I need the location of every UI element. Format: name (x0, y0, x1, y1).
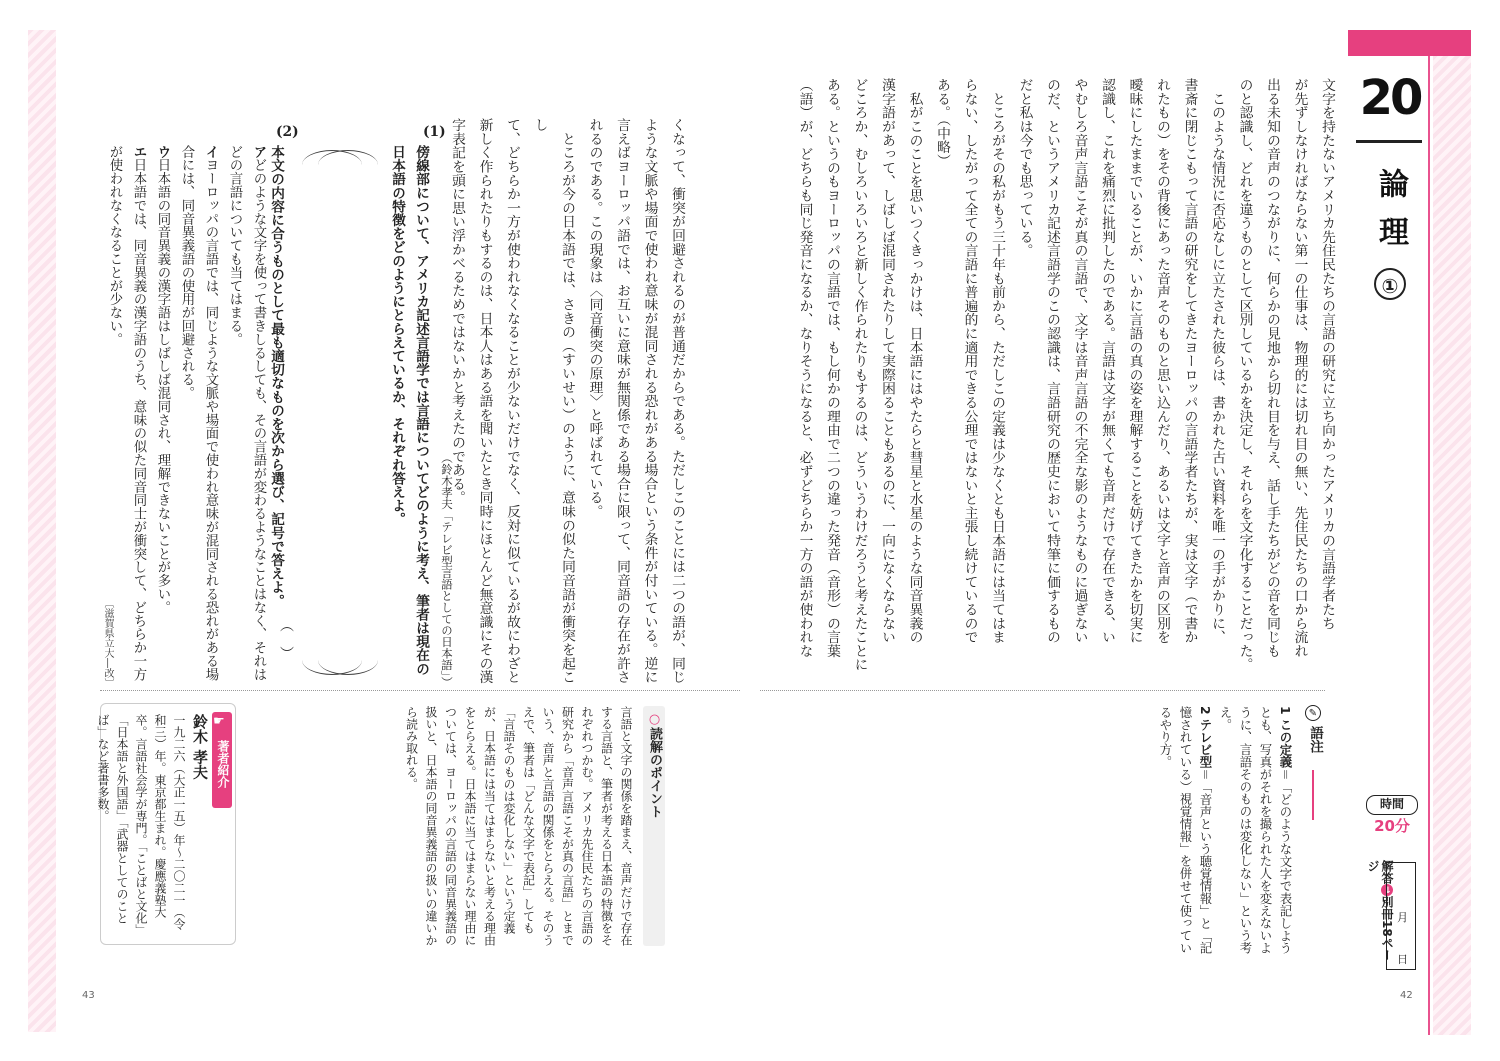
passage-left (420, 118, 690, 688)
glossary-item: 1 この定義＝「どのような文字で表記しようとも、写真がそれを撮られた人を変えないように、言語そのものは変化しない」という考え。 (1218, 706, 1293, 955)
unit-number: 20 (1359, 70, 1421, 126)
option-b: イヨーロッパの言語では、同じような文脈や場面で使われ意味が混同される恐れがある場合には、同音異義語の使用が回避される。 (179, 145, 218, 682)
passage-line: れたもの）をその背後にあった音声そのものと思い込んだり、あるいは文字と音声の区別を (1154, 78, 1170, 644)
passage-line: ような文脈や場面で使われ意味が混同される恐れがある場合という条件が付いている。逆に (641, 118, 658, 684)
unit-title: 論理 (1373, 168, 1408, 264)
unit-sub-number: ① (1374, 268, 1406, 300)
question-2-number: (2) (276, 124, 299, 140)
passage-line: （語）が、どちらも同じ発音になるか、なりそうになると、必ずどちらか一方の語が使われな (796, 78, 813, 658)
question-1-text: 傍線部について、アメリカ記述言語学では言語についてどのように考え、筆者は現在の日本語の特徴をどのようにとらえているか、それぞれ答えよ。 (389, 145, 429, 676)
arrow-icon: → (1381, 884, 1393, 896)
passage-line: くなって、衝突が回避されるのが普通だからである。ただしこのことには二つの語が、同じ (669, 118, 685, 684)
date-box (1386, 862, 1416, 970)
passage-line: て、どちらか一方が使われなくなることが少ないだけでなく、反対に似ているが故にわざと (504, 118, 520, 684)
unit-divider (1356, 140, 1422, 143)
passage-line: 新しく作られたりもするのは、日本人はある語を聞いたとき同時にほとんど無意識にその漢 (476, 118, 493, 684)
passage-attribution: （鈴木孝夫「テレビ型言語としての日本語」） (440, 452, 454, 688)
glossary-heading: 語注 (1307, 726, 1323, 753)
day-label: 日 (1397, 953, 1408, 966)
passage-line: ところが今の日本語では、さきの（すいせい）のように、意味の似た同音語が衝突を起こし (531, 118, 575, 684)
passage-line: ところがその私がもう三十年も前から、ただしこの定義は少なくとも日本語には当てはま (989, 78, 1005, 644)
header-accent-bar (1348, 30, 1471, 56)
passage-line: 字表記を頭に思い浮かべるためではないかと考えたのである。 (449, 118, 465, 505)
pencil-icon: ✎ (1305, 705, 1321, 721)
glossary-list (1158, 706, 1295, 956)
passage-line: ある。（中略） (934, 78, 950, 168)
question-2-answer-box: （ ） (278, 618, 294, 660)
answer-page: 別冊18ページ (1366, 860, 1394, 961)
passage-line: 曖昧にしたままでいることが、いかに言語の真の姿を理解することを妨げてきたかを切実に (1126, 78, 1143, 644)
page-number-right: 42 (1400, 990, 1413, 1001)
left-margin-stripe (28, 30, 56, 1032)
passage-right (760, 78, 1340, 688)
section-divider (760, 690, 1325, 691)
question-1-number: (1) (423, 124, 446, 140)
glossary-item: 2 テレビ型＝「音声という聴覚情報」と「記憶されている）視覚情報」を併せて使っているやり方。 (1158, 706, 1213, 955)
passage-line: 漢字語があって、しばしば混同されたりして実際困ることもあるのに、一向になくならない (879, 78, 895, 644)
passage-line: ある。というのもヨーロッパの言語では、もし何かの理由で二つの違った発音（音形）の言葉 (824, 78, 840, 658)
passage-line: どころか、むしろいろいろと新しく作られたりもするのは、どういうわけだろうと考えたことに (851, 78, 868, 672)
right-margin-stripe (1433, 55, 1471, 1035)
question-2-text: 本文の内容に合うものとして最も適切なものを次から選び、記号で答えよ。 (268, 145, 284, 608)
author-name: 鈴木 孝夫 (191, 714, 209, 780)
passage-line: が先ずしなければならない第一の仕事は、物理的には切れ目の無い、先住民たちの口から流れ (1291, 78, 1308, 658)
hand-pointer-icon: ☛ (213, 714, 225, 729)
passage-line: れるのである。この現象は〈同音衝突の原理〉と呼ばれている。 (586, 118, 603, 519)
month-label: 月 (1397, 911, 1408, 924)
passage-line: 私がこのことを思いつくきっかけは、日本語にはやたらと彗星と水星のような同音異義の (906, 78, 923, 644)
section-divider (100, 690, 740, 691)
passage-line: 出る未知の音声のつながりに、何らかの見地から切れ目を与え、話し手たちがどの音を同じも (1264, 78, 1280, 658)
margin-rule (1428, 55, 1430, 1035)
question-2-options (100, 145, 270, 685)
passage-line: 文字を持たないアメリカ先住民たちの言語の研究に立ち向かったアメリカの言語学者たち (1319, 78, 1335, 630)
passage-line: 認識し、これを痛烈に批判したのである。言語は文字が無くても音声だけで存在できる、い (1099, 78, 1115, 644)
option-d: エ日本語では、同音異義の漢字語のうち、意味の似た同音同士が衝突して、どちらか一方が使われなくなることが少ない。 (107, 145, 146, 682)
option-c: ウ日本語の同音異義の漢字語はしばしば混同され、理解できないことが多い。 (155, 145, 170, 615)
passage-line: のと認識し、どれを違うものとして区別しているかを決定し、それらを文字化することだった。 (1236, 78, 1253, 672)
passage-line: 書斎に閉じこもって言語の研究をしてきたヨーロッパの言語学者たちが、実は文字（で書か (1181, 78, 1198, 644)
passage-line: やむしろ音声言語こそが真の言語で、文字は音声言語の不完全な影のようなものに過ぎない (1071, 78, 1088, 644)
reading-point-text: 言語と文字の関係を踏まえ、音声だけで存在する言語と、筆者が考える日本語の特徴をそれぞれつかむ。アメリカ先住民たちの言語の研究から「音声言語こそが真の言語」とまでいう、音声と言語の関係をとらえる。そのうえで、筆者は「どんな文字で表記」しても「言語そのものは変化しない」という定義が、日本語には当てはまらないと考える理由をとらえる。日本語に当てはまらない理由については、ヨーロッパの言語の同音異義語の扱いと、日本語の同音異義語の扱いの違いから読み取れる。 (404, 706, 633, 946)
time-value: 20分 (1374, 817, 1410, 835)
passage-line: 言えばヨーロッパ語では、お互いに意味が無関係である場合に限って、同音語の存在が許さ (614, 118, 630, 684)
passage-line: のだ、というアメリカ記述言語学のこの認識は、言語研究の歴史において特筆に価するもの (1044, 78, 1060, 644)
author-bio: 一九二六（大正一五）年〜二〇二一（令和三）年。東京都生まれ。慶應義塾大卒。言語社会学が専門。「ことばと文化」「日本語と外国語」「武器としてのことば」など著書多数。 (96, 714, 186, 936)
circle-icon: ○ (647, 712, 662, 727)
passage-line: らない、したがって全ての言語に普遍的に適用できる公理ではないと主張し続けているので (961, 78, 978, 644)
passage-line: だと私は今でも思っている。 (1016, 78, 1033, 258)
source-note: 〔滋賀県立大―改〕 (102, 598, 113, 688)
passage-line: このような情況に否応なしに立たされた彼らは、書かれた古い資料を唯一の手がかりに、 (1209, 78, 1225, 644)
page-number-left: 43 (82, 990, 95, 1001)
reading-point-heading: ○読解のポイント (647, 712, 662, 818)
option-a: アどのような文字を使って書きしるしても、その言語が変わるようなことはなく、それはどの言語についても当てはまる。 (227, 145, 266, 682)
time-label: 時間 (1366, 795, 1418, 815)
glossary-rule (1312, 770, 1314, 820)
author-heading: 著者紹介 (216, 740, 230, 788)
answer-prefix: 解答 (1380, 860, 1394, 884)
